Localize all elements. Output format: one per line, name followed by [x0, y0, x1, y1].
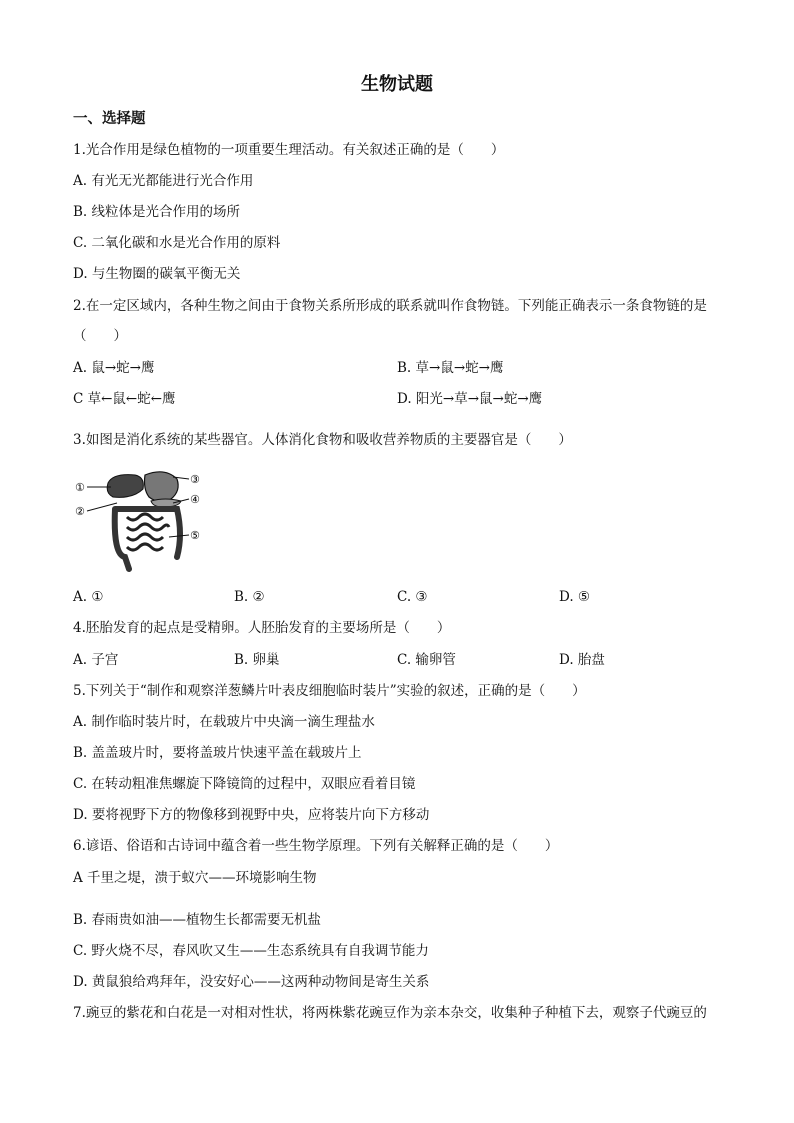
digestive-system-figure [73, 465, 213, 575]
q3-option-d[interactable]: D. ⑤ [559, 589, 591, 605]
q1-option-a[interactable]: A. 有光无光都能进行光合作用 [73, 173, 254, 189]
q5-option-c[interactable]: C. 在转动粗准焦螺旋下降镜筒的过程中，双眼应看着目镜 [73, 776, 416, 792]
q5-option-a[interactable]: A. 制作临时装片时，在载玻片中央滴一滴生理盐水 [73, 714, 375, 730]
figure-label-3: ③ [190, 473, 200, 486]
pancreas-shape [151, 499, 181, 507]
q3-option-a[interactable]: A. ① [73, 589, 104, 605]
q4-option-b[interactable]: B. 卵巢 [234, 652, 280, 668]
q2-stem: 2.在一定区域内，各种生物之间由于食物关系所形成的联系就叫作食物链。下列能正确表示一条食物链的是 [73, 298, 707, 314]
q6-stem: 6.谚语、俗语和古诗词中蕴含着一些生物学原理。下列有关解释正确的是（ ） [73, 838, 559, 854]
figure-label-1: ① [75, 481, 85, 494]
figure-label-4: ④ [190, 493, 200, 506]
q2-stem-cont: （ ） [73, 328, 127, 344]
q1-stem: 1.光合作用是绿色植物的一项重要生理活动。有关叙述正确的是（ ） [73, 142, 505, 158]
stomach-shape [145, 472, 179, 502]
large-intestine-shape [115, 509, 180, 569]
q1-option-b[interactable]: B. 线粒体是光合作用的场所 [73, 204, 241, 220]
q2-option-a[interactable]: A. 鼠→蛇→鹰 [73, 360, 155, 376]
q5-stem: 5.下列关于“制作和观察洋葱鳞片叶表皮细胞临时装片”实验的叙述，正确的是（ ） [73, 683, 586, 699]
q5-option-d[interactable]: D. 要将视野下方的物像移到视野中央，应将装片向下方移动 [73, 807, 430, 823]
figure-label-2: ② [75, 505, 85, 518]
q6-option-c[interactable]: C. 野火烧不尽，春风吹又生——生态系统具有自我调节能力 [73, 943, 429, 959]
section-heading: 一、选择题 [73, 111, 146, 127]
q3-option-c[interactable]: C. ③ [397, 589, 428, 605]
q6-option-d[interactable]: D. 黄鼠狼给鸡拜年，没安好心——这两种动物间是寄生关系 [73, 974, 430, 990]
figure-label-5: ⑤ [190, 529, 200, 542]
q2-option-c[interactable]: C 草←鼠←蛇←鹰 [73, 391, 176, 407]
q3-option-b[interactable]: B. ② [234, 589, 265, 605]
page-title: 生物试题 [361, 74, 433, 95]
q7-stem: 7.豌豆的紫花和白花是一对相对性状，将两株紫花豌豆作为亲本杂交，收集种子种植下去，观察子代豌豆的 [73, 1005, 707, 1021]
small-intestine-shape [127, 514, 169, 550]
q2-option-d[interactable]: D. 阳光→草→鼠→蛇→鹰 [397, 391, 543, 407]
liver-shape [107, 475, 143, 498]
q5-option-b[interactable]: B. 盖盖玻片时，要将盖玻片快速平盖在载玻片上 [73, 745, 362, 761]
q4-option-d[interactable]: D. 胎盘 [559, 652, 605, 668]
q1-option-c[interactable]: C. 二氧化碳和水是光合作用的原料 [73, 235, 281, 251]
q6-option-a[interactable]: A 千里之堤，溃于蚁穴——环境影响生物 [73, 870, 317, 886]
q3-stem: 3.如图是消化系统的某些器官。人体消化食物和吸收营养物质的主要器官是（ ） [73, 432, 572, 448]
digestive-organs-illustration [73, 465, 213, 575]
q6-option-b[interactable]: B. 春雨贵如油——植物生长都需要无机盐 [73, 912, 322, 928]
q2-option-b[interactable]: B. 草→鼠→蛇→鹰 [397, 360, 504, 376]
q1-option-d[interactable]: D. 与生物圈的碳氧平衡无关 [73, 266, 241, 282]
q4-option-c[interactable]: C. 输卵管 [397, 652, 456, 668]
q4-stem: 4.胚胎发育的起点是受精卵。人胚胎发育的主要场所是（ ） [73, 620, 451, 636]
q4-option-a[interactable]: A. 子宫 [73, 652, 119, 668]
